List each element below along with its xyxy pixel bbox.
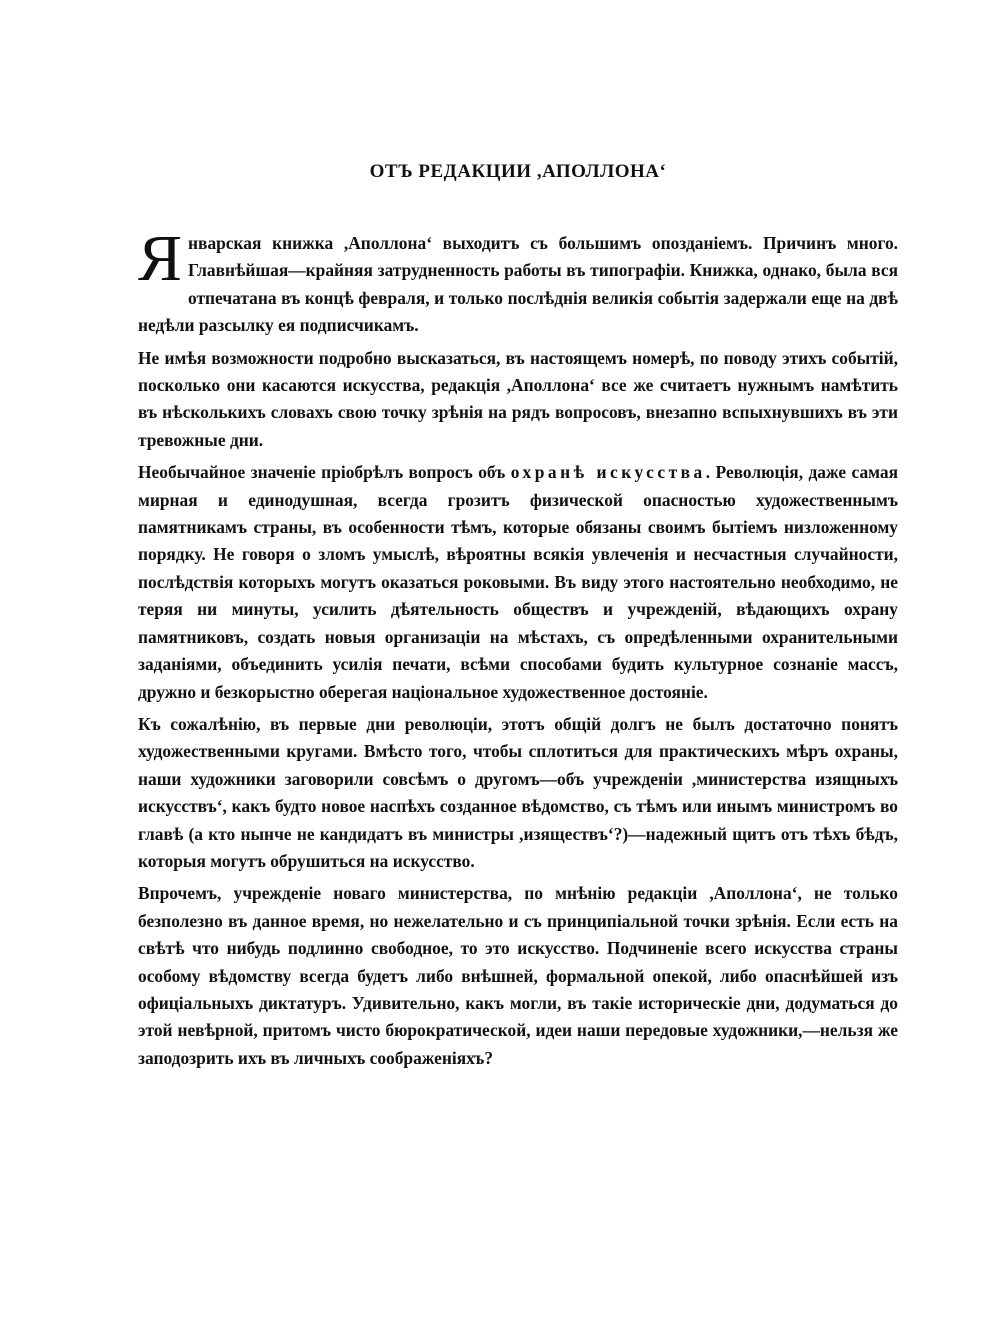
emphasized-phrase: охранѣ искусства [510,462,706,483]
editorial-page [138,158,898,1072]
paragraph-3-text-after: . Революція, даже самая мирная и единодушная, всегда грозитъ физической опасностью художественнымъ памятникамъ страны, въ особенности тѣмъ, которые обязаны своимъ бытіемъ низложенному порядку. Не говоря о зломъ умыслѣ, вѣроятны всякія увлеченія и несчастныя случайности, послѣдствія которыхъ могутъ оказаться роковыми. Въ виду этого настоятельно необходимо, не теряя ни минуты, усилить дѣятельность обществъ и учрежденій, вѣдающихъ охрану памятниковъ, создать новыя организаціи на мѣстахъ, съ опредѣленными охранительными заданіями, объединить усилія печати, всѣми способами будить культурное сознаніе массъ, дружно и безкорыстно оберегая національное художественное достояніе. [138,462,899,702]
drop-cap: Я [138,222,183,295]
paragraph-3 [138,459,898,706]
paragraph-5: Впрочемъ, учрежденіе новаго министерства, по мнѣнію редакціи ,Аполлона‘, не только безполезно въ данное время, но нежелательно и съ принципіальной точки зрѣнія. Если есть на свѣтѣ что нибудь подлинно свободное, то это искусство. Подчиненіе всего искусства страны особому вѣдомству всегда будетъ либо внѣшней, формальной опекой, либо опаснѣйшей изъ офиціальныхъ диктатуръ. Удивительно, какъ могли, въ такіе историческіе дни, додуматься до этой невѣрной, притомъ чисто бюрократической, идеи наши передовые художники,—нельзя же заподозрить ихъ въ личныхъ соображеніяхъ? [138,883,898,1068]
paragraph-1-text: нварская книжка ,Аполлона‘ выходитъ съ большимъ опозданіемъ. Причинъ много. Главнѣйшая—крайняя затрудненность работы въ типографіи. Книжка, однако, была вся отпечатана въ концѣ февраля, и только послѣднія великія событія задержали еще на двѣ недѣли разсылку ея подписчикамъ. [138,233,898,336]
paragraph-4: Къ сожалѣнію, въ первые дни революціи, этотъ общій долгъ не былъ достаточно понятъ художественными кругами. Вмѣсто того, чтобы сплотиться для практическихъ мѣръ охраны, наши художники заговорили совсѣмъ о другомъ—объ учрежденіи ,министерства изящныхъ искусствъ‘, какъ будто новое наспѣхъ созданное вѣдомство, съ тѣмъ или инымъ министромъ во главѣ (а кто нынче не кандидатъ въ министры ,изяществъ‘?)—надежный щитъ отъ тѣхъ бѣдъ, которыя могутъ обрушиться на искусство. [138,713,898,871]
page-title: ОТЪ РЕДАКЦИИ ,АПОЛЛОНА‘ [369,161,667,182]
paragraph-1 [138,222,898,340]
paragraph-3-text-before: Необычайное значеніе пріобрѣлъ вопросъ объ [138,462,511,483]
paragraph-2: Не имѣя возможности подробно высказаться, въ настоящемъ номерѣ, по поводу этихъ событій, посколько они касаются искусства, редакція ,Аполлона‘ все же считаетъ нужнымъ намѣтить въ нѣсколькихъ словахъ свою точку зрѣнія на рядъ вопросовъ, внезапно вспыхнувшихъ въ эти тревожные дни. [138,347,898,450]
